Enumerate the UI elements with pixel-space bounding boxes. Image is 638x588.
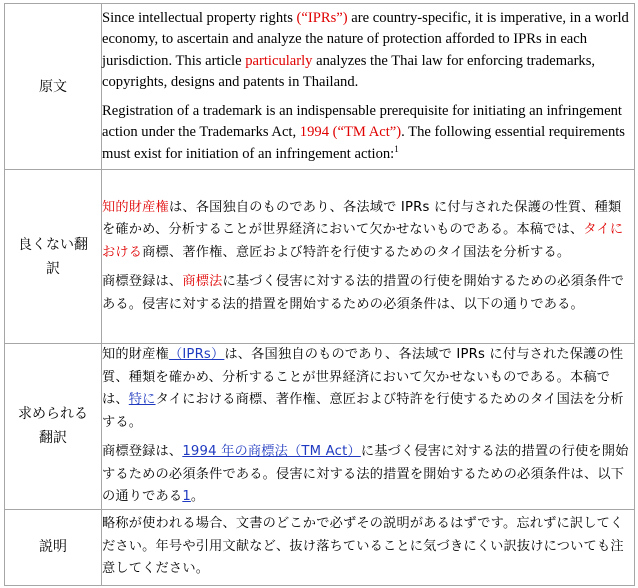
text-run: に基づく侵害に対する法的措置の行使を開始するための必須条件である。侵害に対する法的措置を開始するための必須条件は、以下の通りである	[102, 444, 629, 504]
row-explanation	[5, 509, 635, 585]
highlight-red: (“IPRs”)	[296, 9, 348, 26]
label-good-translation	[5, 344, 102, 510]
highlight-red: 商標法	[182, 274, 223, 290]
comparison-table	[4, 3, 635, 586]
label-bad-line-2: 訳	[46, 260, 60, 277]
highlight-red: 知的財産権	[102, 199, 169, 215]
label-original	[5, 4, 102, 170]
text-run: analyzes the Thai law for enforcing trademarks, copyrights, designs and patents in Thailand.	[102, 52, 596, 91]
text-run: 商標登録は、	[102, 444, 183, 459]
text-run: 。	[190, 489, 205, 504]
label-original-text: 原文	[39, 78, 67, 95]
highlight-red: タイにおける	[102, 222, 624, 260]
good-translation-cell	[102, 344, 635, 510]
explanation-cell	[102, 509, 635, 585]
footnote-marker: 1	[182, 489, 191, 504]
highlight-blue: （IPRs）	[168, 347, 225, 362]
good-paragraph-2	[102, 441, 634, 509]
footnote-marker: 1	[394, 143, 399, 154]
label-explanation	[5, 509, 102, 585]
bad-translation-cell	[102, 170, 635, 344]
good-paragraph-1	[102, 344, 634, 434]
explanation-paragraph: 略称が使われる場合、文書のどこかで必ずその説明があるはずです。忘れずに訳してください。年号や引用文献など、抜け落ちていることに気づきにくい訳抜けについても注意してください。	[102, 516, 624, 577]
text-run: Since intellectual property rights	[102, 9, 297, 26]
row-bad-translation	[5, 170, 635, 344]
highlight-red: 1994 (“TM Act”)	[299, 124, 402, 141]
row-good-translation	[5, 344, 635, 510]
label-bad-line-1: 良くない翻	[18, 236, 88, 253]
text-run: に基づく侵害に対する法的措置の行使を開始するための必須条件である。侵害に対する法的措置を開始するための必須条件は、以下の通りである。	[102, 274, 625, 312]
text-run: は、各国独自のものであり、各法域で IPRs に付与された保護の性質、種類を確かめ、分析することが世界経済において欠かせないものである。本稿では、	[102, 347, 624, 407]
label-good-line-1: 求められる	[18, 406, 88, 423]
text-run: 商標、著作権、意匠および特許を行使するためのタイ国法を分析する。	[142, 244, 571, 260]
text-run: は、各国独自のものであり、各法域で IPRs に付与された保護の性質、種類を確かめ、分析することが世界経済において欠かせないものである。本稿では、	[102, 199, 622, 238]
highlight-blue: 1994 年の商標法（TM Act）	[182, 444, 361, 459]
label-bad-translation	[5, 170, 102, 344]
text-run: . The following essential requirements must exist for initiation of an infringement action:	[102, 124, 625, 162]
label-good-line-2: 翻訳	[39, 430, 67, 447]
text-run: Registration of a trademark is an indispensable prerequisite for initiating an infringement action under the Trademarks Act,	[102, 102, 622, 141]
highlight-red: particularly	[245, 52, 313, 69]
text-run: 商標登録は、	[102, 274, 183, 290]
text-run: are country-specific, it is imperative, in a world economy, to ascertain and analyze the nature of protection afforded to IPRs in each jurisdiction. This article	[102, 9, 629, 69]
text-run: 知的財産権	[102, 347, 169, 362]
label-explanation-text: 説明	[39, 539, 67, 555]
original-paragraph-2	[102, 101, 634, 166]
original-text-cell	[102, 4, 635, 170]
original-paragraph-1	[102, 8, 634, 94]
row-original	[5, 4, 635, 170]
highlight-blue: 特に	[128, 392, 156, 407]
text-run: タイにおける商標、著作権、意匠および特許を行使するためのタイ国法を分析する。	[102, 392, 624, 430]
bad-paragraph-1	[102, 197, 634, 265]
bad-paragraph-2	[102, 271, 634, 316]
